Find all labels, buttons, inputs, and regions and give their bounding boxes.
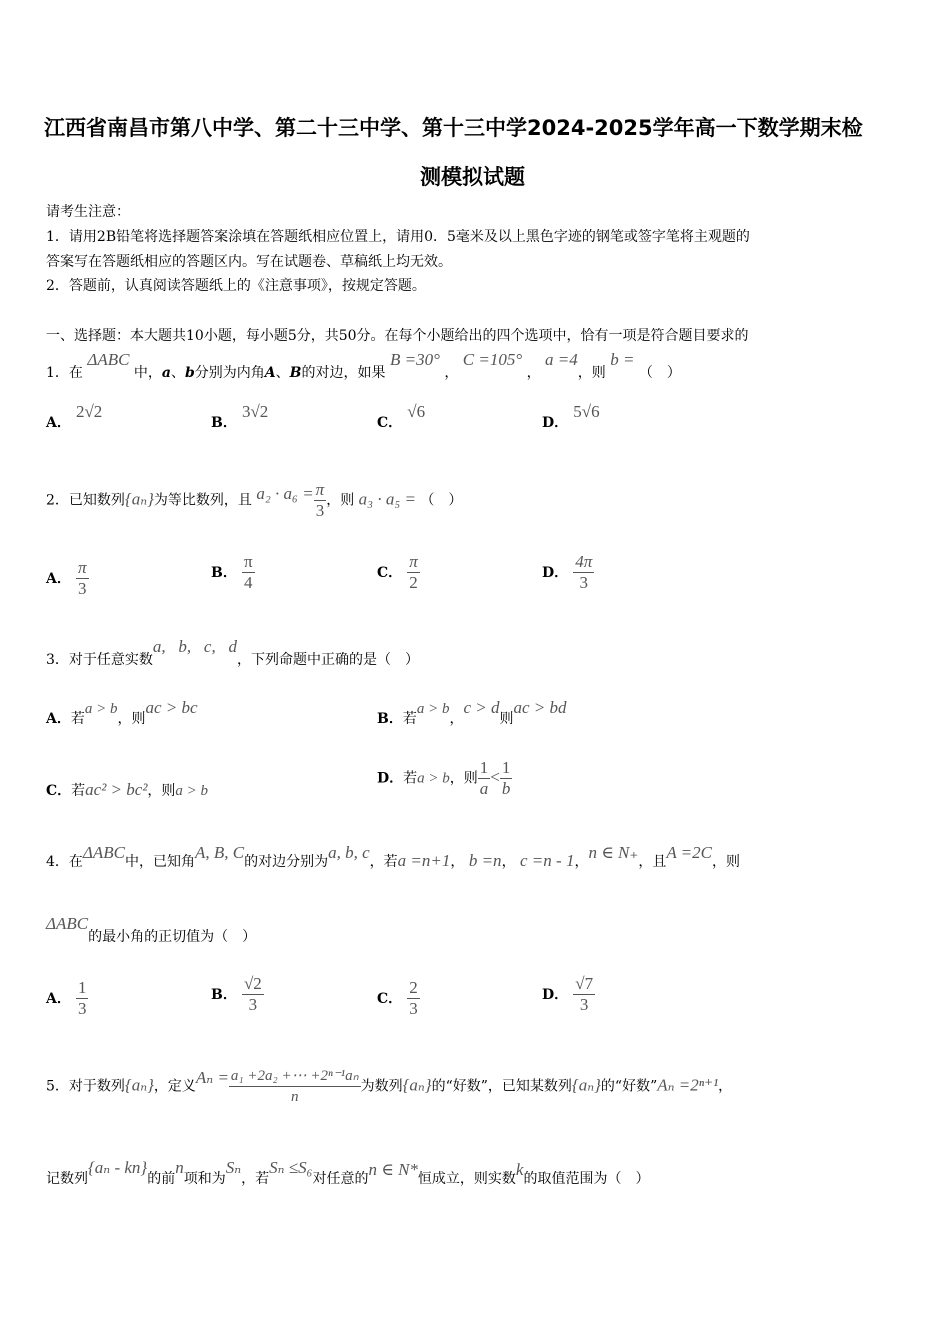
notice-heading: 请考生注意： xyxy=(46,204,130,220)
q2-option-b[interactable]: B． $\frac{\pi}{4}$ xyxy=(211,552,253,592)
q3-option-a[interactable]: A．若a > b，则ac > bc xyxy=(46,698,198,727)
question-2: 2．已知数列{aₙ}为等比数列，且 a₂ · a₆ = $\frac{\pi}{3}$ ，则 a₃ · a₅ = （ ） xyxy=(46,480,463,520)
question-1: 1．在 ΔABC 中，a、b分别为内角A、B的对边，如果 B =30° ， C =105° ， a =4，则 b = （ ） xyxy=(46,350,681,381)
q2-option-c[interactable]: C． $\frac{\pi}{2}$ xyxy=(377,552,418,592)
notice-item-1: 1．请用2B铅笔将选择题答案涂填在答题纸相应位置上，请用0．5毫米及以上黑色字迹的钢笔或签字笔将主观题的 xyxy=(46,229,750,245)
q1-option-d[interactable]: D． 5√6 xyxy=(542,402,600,431)
question-3: 3．对于任意实数a, b, c, d，下列命题中正确的是（ ） xyxy=(46,637,419,668)
page-title-line2: 测模拟试题 xyxy=(420,165,525,189)
question-5: 5．对于数列{aₙ}，定义Aₙ = $\frac{\text{a₁ +2a₂ +⋯ +2ⁿ⁻¹aₙ}}{n}$ 为数列{aₙ}的“好数”，已知某数列{aₙ}的“好数”Aₙ =2ⁿ⁺¹， xyxy=(46,1067,733,1105)
q4-option-d[interactable]: D． $\frac{√7}{3}$ xyxy=(542,974,594,1014)
q3-option-b[interactable]: B．若a > b，c > d则ac > bd xyxy=(377,698,567,727)
question-4: 4．在ΔABC中，已知角A, B, C的对边分别为a, b, c，若a =n+1， b =n， c =n - 1，n ∈ N₊，且A =2C，则 xyxy=(46,843,740,870)
q2-option-a[interactable]: A． $\frac{\pi}{3}$ xyxy=(46,558,87,598)
question-4-cont: ΔABC的最小角的正切值为（ ） xyxy=(46,914,257,945)
q4-option-a[interactable]: A． $\frac{1}{3}$ xyxy=(46,978,87,1018)
q1-option-a[interactable]: A． 2√2 xyxy=(46,402,103,431)
q3-option-d[interactable]: D．若a > b，则 $\frac{1}{a}$ < $\frac{1}{b}$ xyxy=(377,758,511,798)
q1-option-b[interactable]: B． 3√2 xyxy=(211,402,269,431)
q3-option-c[interactable]: C．若ac² > bc²，则a > b xyxy=(46,780,209,799)
section-heading: 一、选择题：本大题共10小题，每小题5分，共50分。在每个小题给出的四个选项中，恰有一项是符合题目要求的 xyxy=(46,328,749,344)
q4-option-b[interactable]: B． $\frac{√2}{3}$ xyxy=(211,974,262,1014)
q2-option-d[interactable]: D． $\frac{4\pi}{3}$ xyxy=(542,552,593,592)
question-5-cont: 记数列{aₙ - kn}的前n项和为Sₙ，若Sₙ ≤S₆对任意的n ∈ N*恒成立，则实数k的取值范围为（ ） xyxy=(46,1158,650,1187)
notice-item-1-cont: 答案写在答题纸相应的答题区内。写在试题卷、草稿纸上均无效。 xyxy=(46,254,452,270)
q4-option-c[interactable]: C． $\frac{2}{3}$ xyxy=(377,978,418,1018)
q1-option-c[interactable]: C． √6 xyxy=(377,402,426,431)
notice-item-2: 2．答题前，认真阅读答题纸上的《注意事项》，按规定答题。 xyxy=(46,278,426,294)
page-title: 江西省南昌市第八中学、第二十三中学、第十三中学2024-2025学年高一下数学期末检 xyxy=(44,116,863,140)
